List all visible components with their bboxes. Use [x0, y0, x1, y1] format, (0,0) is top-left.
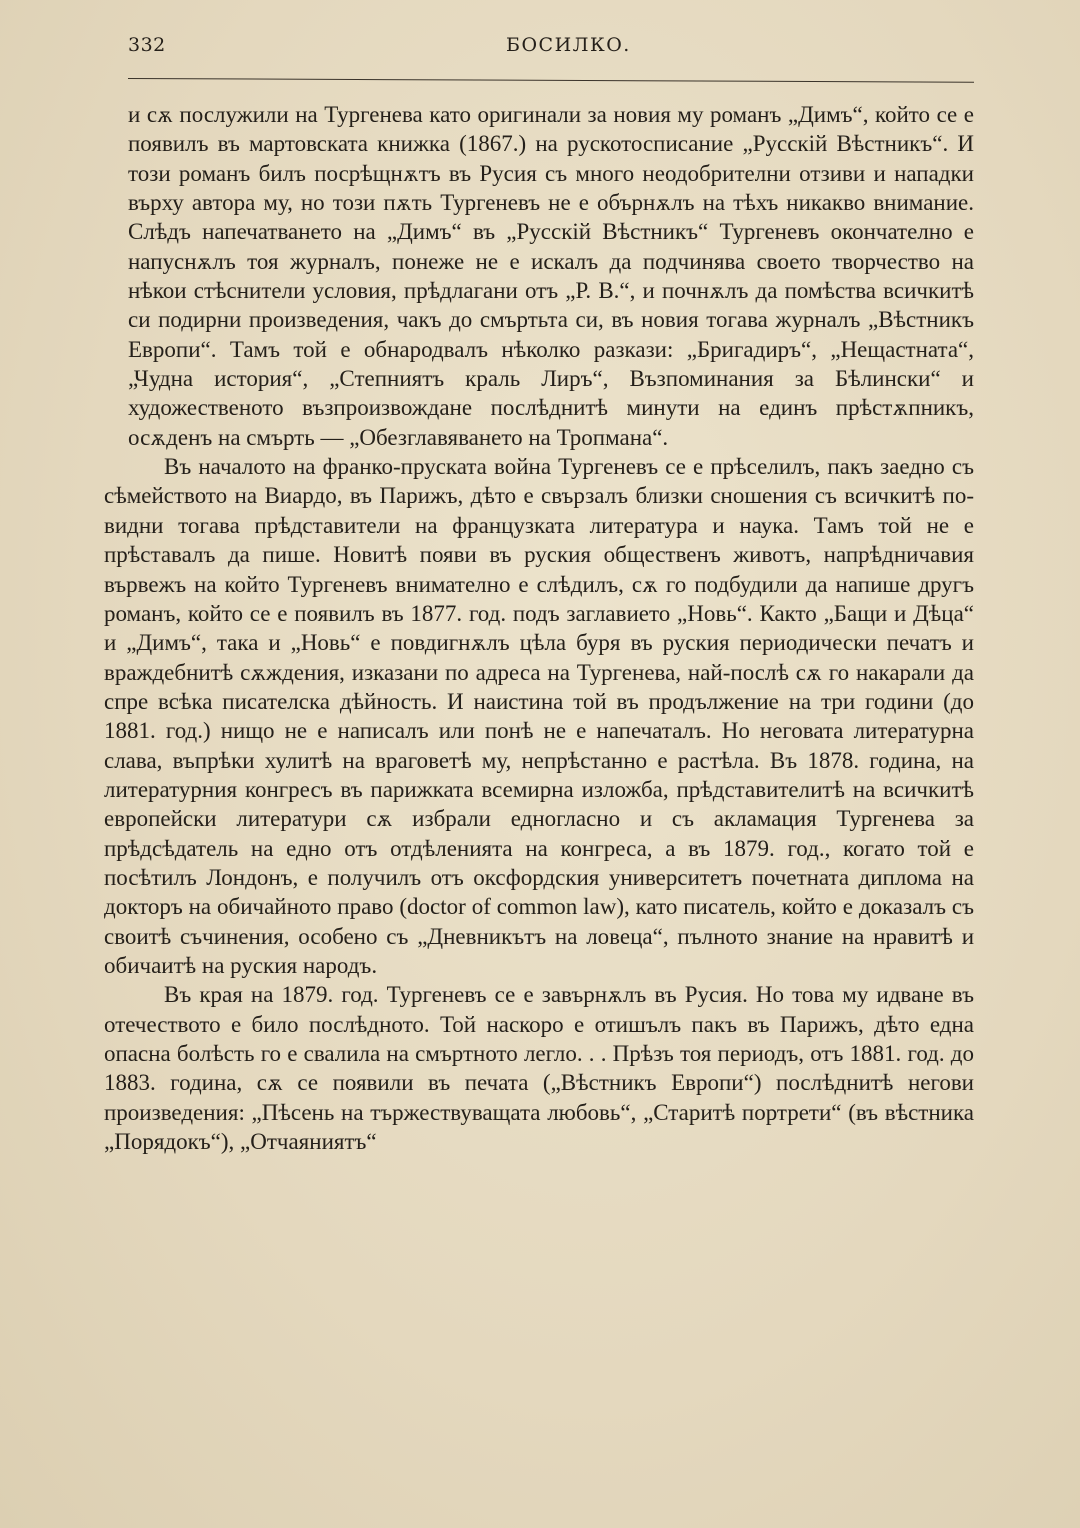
header-rule [128, 78, 974, 83]
running-title: БОСИЛКО. [506, 34, 631, 56]
paragraph-2: Въ началото на франко-пруската война Тургеневъ се е прѣселилъ, пакъ заедно съ сѣмейството на Виардо, въ Парижъ, дѣто е свързалъ близки сношения съ всичкитѣ по-видни тогава прѣдставители на французката литература и наука. Тамъ той не е прѣставалъ да пише. Новитѣ появи въ руския общественъ животъ, напрѣдничавия вървежъ на който Тургеневъ внимателно е слѣдилъ, сѫ го подбудили да напише другъ романъ, който се е появилъ въ 1877. год. подъ заглавието „Новь“. Както „Бащи и Дѣца“ и „Димъ“, така и „Новь“ е повдигнѫлъ цѣла буря въ руския периодически печатъ и враждебнитѣ сѫждения, изказани по адреса на Тургенева, най-послѣ сѫ го накарали да спре всѣка писателска дѣйность. И наистина той въ продължение на три години (до 1881. год.) нищо не е написалъ или понѣ не е напечаталъ. Но неговата литературна слава, въпрѣки хулитѣ на враговетѣ му, непрѣстанно е растѣла. Въ 1878. година, на литературния конгресъ въ парижката всемирна изложба, прѣдставителитѣ на всичкитѣ европейски литератури сѫ избрали едногласно и съ акламация Тургенева за прѣдсѣдатель на едно отъ отдѣленията на конгреса, а въ 1879. год., когато той е посѣтилъ Лондонъ, е получилъ отъ оксфордския университетъ почетната диплома на докторъ на обичайното право (doctor of common law), като писатель, който е доказалъ съ своитѣ съчинения, особено съ „Дневникътъ на ловеца“, пълното знание на нравитѣ и обичаитѣ на руския народъ. [104, 454, 974, 978]
page-number: 332 [128, 34, 166, 56]
paragraph-1: и сѫ послужили на Тургенева като оригинали за новия му романъ „Димъ“, който се е появилъ въ мартовската книжка (1867.) на рускотосписание „Русскій Вѣстникъ“. И този романъ билъ посрѣщнѫтъ въ Русия съ много неодобрителни отзиви и нападки върху автора му, но този пѫть Тургеневъ не е обърнѫлъ на тѣхъ никакво внимание. Слѣдъ напечатването на „Димъ“ въ „Русскій Вѣстникъ“ Тургеневъ окончателно е напуснѫлъ тоя журналъ, понеже не е искалъ да подчинява своето творчество на нѣкои стѣснители условия, прѣдлагани отъ „Р. В.“, и почнѫлъ да помѣства всичкитѣ си подирни произведения, чакъ до смъртьта си, въ новия тогава журналъ „Вѣстникъ Европи“. Тамъ той е обнародвалъ нѣколко разкази: „Бригадиръ“, „Нещастната“, „Чудна история“, „Степниятъ краль Лиръ“, Възпоминания за Бѣлински“ и художественото възпроизвождане послѣднитѣ минути на единъ прѣстѫпникъ, осѫденъ на смърть — „Обезглавяването на Тропмана“. [128, 102, 974, 450]
text-body [104, 100, 974, 1156]
paragraph-3: Въ края на 1879. год. Тургеневъ се е завърнѫлъ въ Русия. Но това му идване въ отечеството е било послѣдното. Той наскоро е отишълъ пакъ въ Парижъ, дѣто една опасна болѣсть го е свалила на смъртното легло. . . Прѣзъ тоя периодъ, отъ 1881. год. до 1883. година, сѫ се появили въ печата („Вѣстникъ Европи“) послѣднитѣ негови произведения: „Пѣсень на тържествуващата любовь“, „Старитѣ портрети“ (въ вѣстника „Порядокъ“), „Отчаяниятъ“ [104, 982, 974, 1155]
page-header [128, 34, 974, 70]
